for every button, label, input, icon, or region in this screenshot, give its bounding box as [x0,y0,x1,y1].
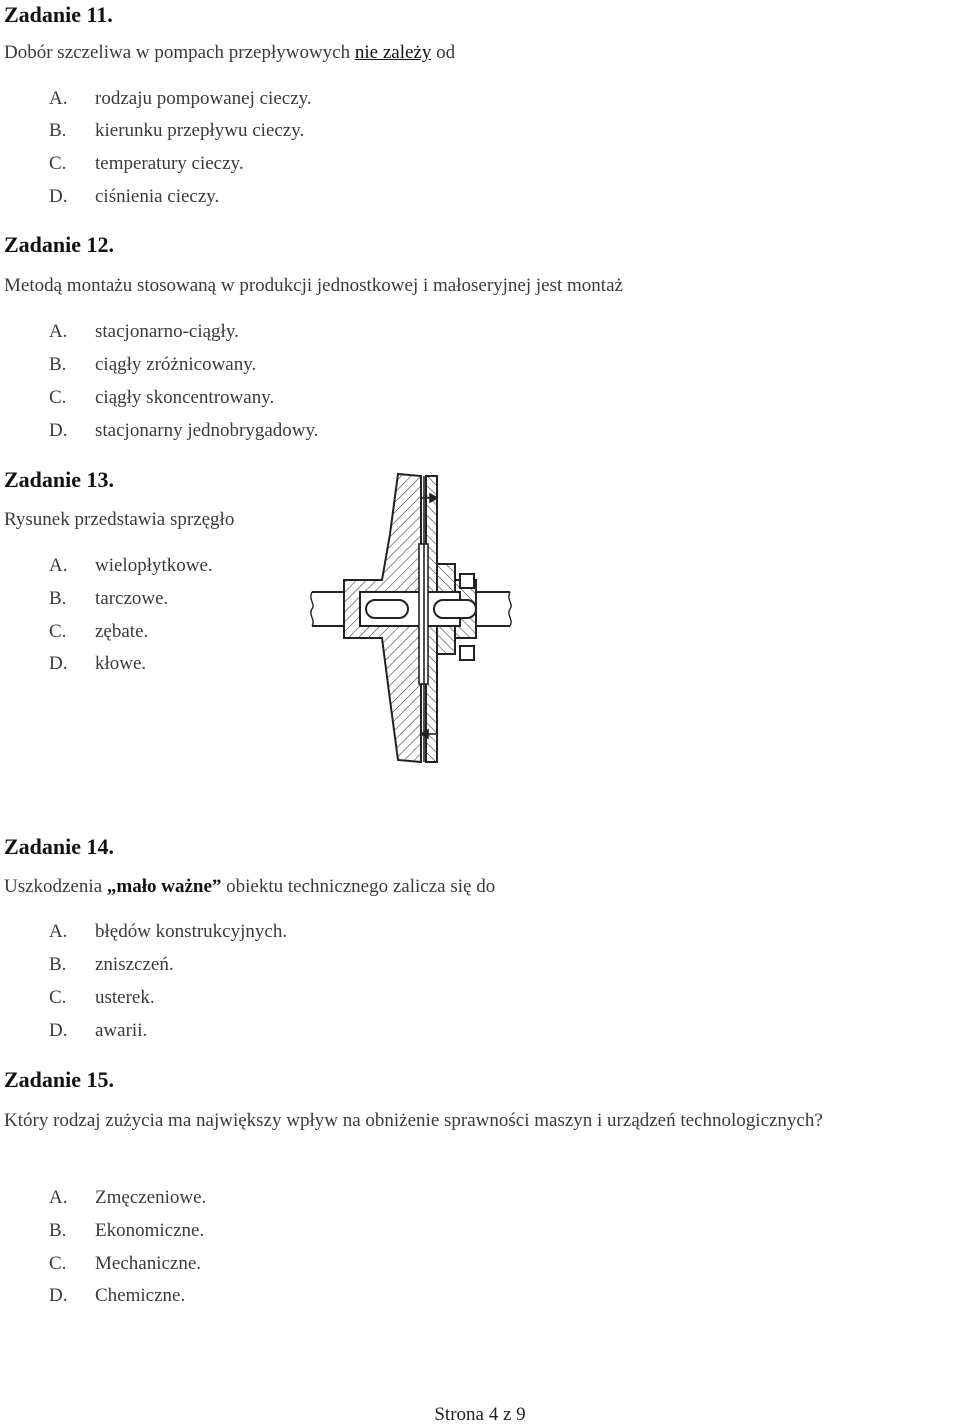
task-12-option-a[interactable]: A. stacjonarno-ciągły. [49,321,239,342]
task-15-option-c[interactable]: C. Mechaniczne. [49,1253,202,1274]
task-11-option-c[interactable]: C. temperatury cieczy. [49,153,244,174]
task-14-title: Zadanie 14. [4,834,115,859]
task-12-title: Zadanie 12. [4,232,115,257]
task-11-emphasis: nie zależy [354,42,432,63]
task-13-title: Zadanie 13. [4,467,115,492]
coupling-drawing [300,468,520,768]
task-15-option-b[interactable]: B. Ekonomiczne. [49,1220,205,1241]
task-15-option-a[interactable]: A. Zmęczeniowe. [49,1187,207,1208]
task-13-option-b[interactable]: B. tarczowe. [49,588,169,609]
task-14-emphasis: „mało ważne” [106,876,222,897]
task-11-option-a[interactable]: A. rodzaju pompowanej cieczy. [49,88,312,109]
page-number: Strona 4 z 9 [434,1404,526,1425]
task-13-option-d[interactable]: D. kłowe. [49,653,147,674]
task-13-option-c[interactable]: C. zębate. [49,621,149,642]
task-13-question: Rysunek przedstawia sprzęgło [4,509,235,530]
task-14-option-c[interactable]: C. usterek. [49,987,155,1008]
task-14-option-b[interactable]: B. zniszczeń. [49,954,174,975]
task-14-option-d[interactable]: D. awarii. [49,1020,148,1041]
task-15-question: Który rodzaj zużycia ma największy wpływ na obniżenie sprawności maszyn i urządzeń technologicznych? [4,1110,823,1131]
task-13-option-a[interactable]: A. wielopłytkowe. [49,555,213,576]
task-15-title: Zadanie 15. [4,1067,115,1092]
task-12-question: Metodą montażu stosowaną w produkcji jednostkowej i małoseryjnej jest montaż [4,275,623,296]
keyway-right [434,600,476,618]
task-12-option-c[interactable]: C. ciągły skoncentrowany. [49,387,275,408]
task-11-question: Dobór szczeliwa w pompach przepływowych nie zależy od [4,42,456,63]
task-14-option-a[interactable]: A. błędów konstrukcyjnych. [49,921,288,942]
task-12-option-b[interactable]: B. ciągły zróżnicowany. [49,354,257,375]
task-14-question: Uszkodzenia „mało ważne” obiektu technicznego zalicza się do [4,876,496,897]
task-12-option-d[interactable]: D. stacjonarny jednobrygadowy. [49,420,319,441]
task-15-option-d[interactable]: D. Chemiczne. [49,1285,186,1306]
task-11-title: Zadanie 11. [4,2,113,27]
keyway-left [366,600,408,618]
task-11-option-d[interactable]: D. ciśnienia cieczy. [49,186,220,207]
task-11-option-b[interactable]: B. kierunku przepływu cieczy. [49,120,305,141]
